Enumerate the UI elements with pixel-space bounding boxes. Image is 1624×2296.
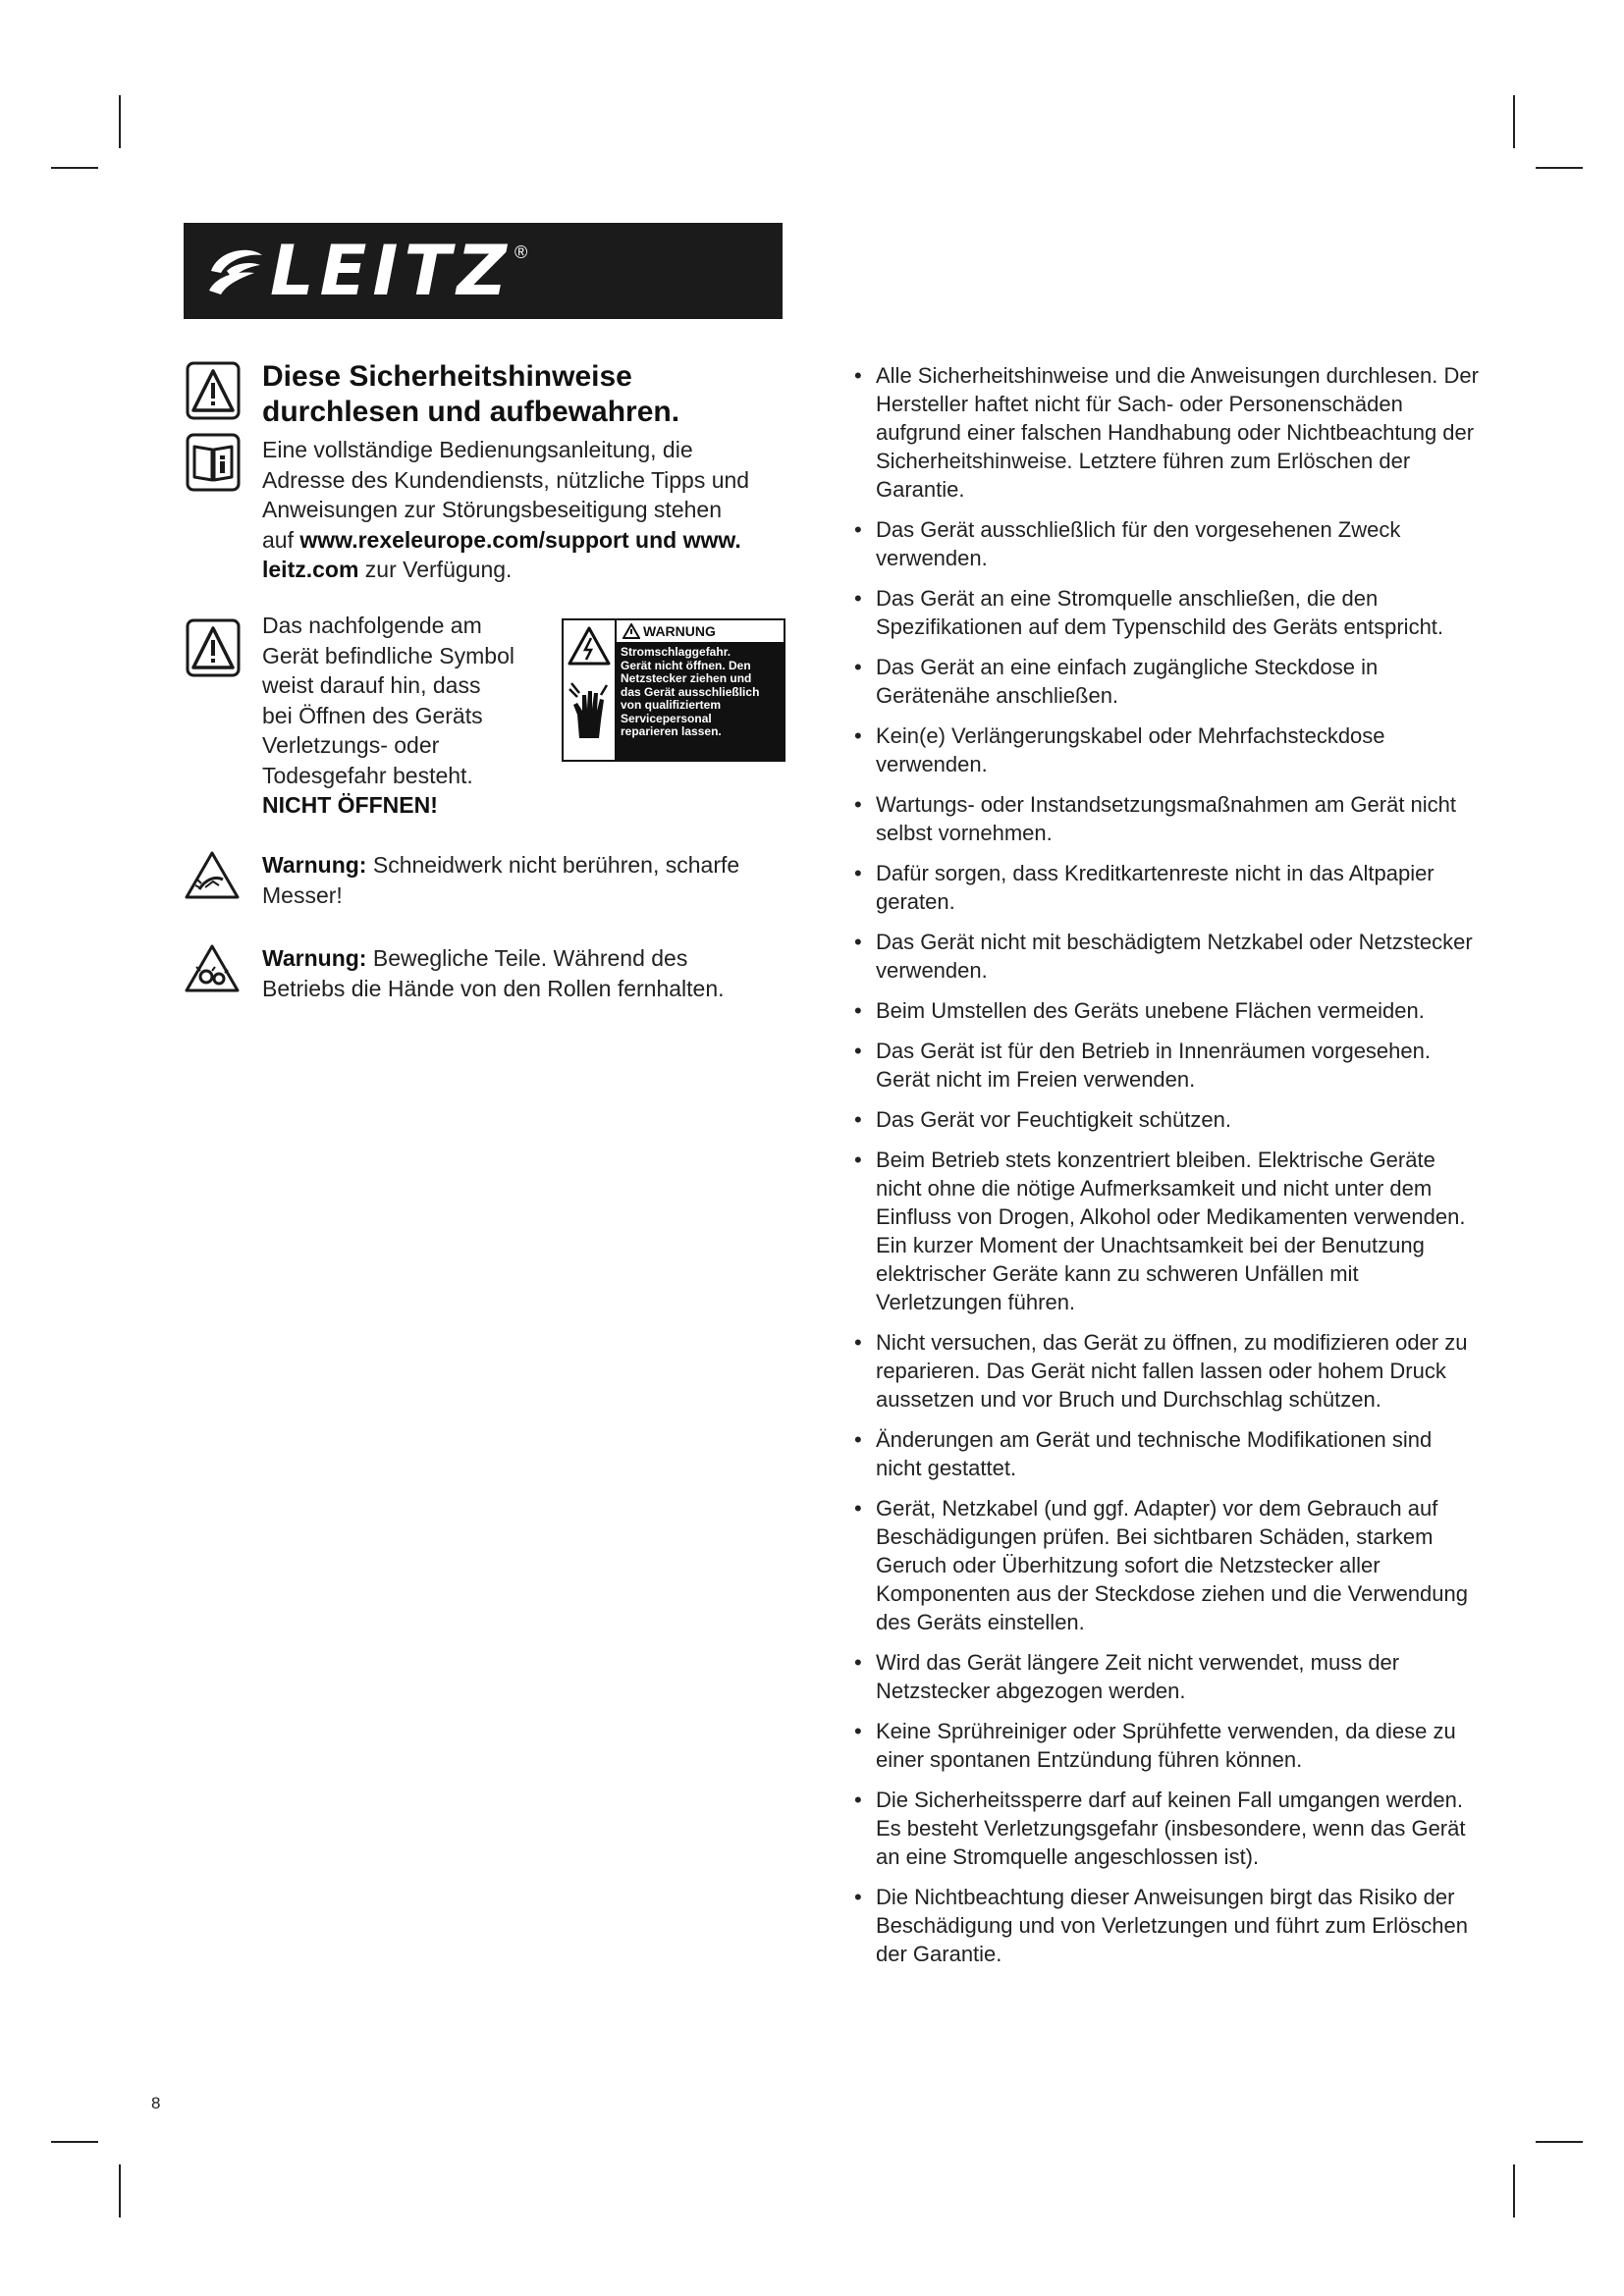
list-item: [854, 1883, 1483, 1968]
crop-mark: [1536, 2141, 1583, 2143]
list-item: [854, 1648, 1483, 1705]
list-item-text: Das Gerät nicht mit beschädigtem Netzkabel oder Netzstecker verwenden.: [876, 930, 1473, 983]
bullet-dot: •: [854, 586, 862, 611]
bullet-dot: •: [854, 930, 862, 954]
brand-name: LEITZ: [270, 231, 513, 311]
bullet-dot: •: [854, 1330, 862, 1355]
warning-rollers: Warnung: Bewegliche Teile. Während des Betriebs die Hände von den Rollen fernhalten.: [262, 945, 725, 1001]
sharp-blade-warning-icon: [184, 850, 241, 901]
warning-label: WARNUNG Stromschlaggefahr. Gerät nicht öffnen. Den Netzstecker ziehen und das Gerät ausschließlich von qualifiziertem Servicepersonal reparieren lassen.: [562, 618, 785, 762]
bullet-dot: •: [854, 998, 862, 1023]
warning-triangle-icon: [186, 618, 241, 677]
leitz-link[interactable]: leitz.com: [262, 557, 359, 582]
list-item-text: Das Gerät an eine Stromquelle anschließen, die den Spezifikationen auf dem Typenschild des Geräts entspricht.: [876, 586, 1444, 639]
list-item: [854, 1105, 1483, 1134]
list-item-text: Kein(e) Verlängerungskabel oder Mehrfachsteckdose verwenden.: [876, 723, 1385, 776]
list-item: [854, 859, 1483, 916]
bullet-dot: •: [854, 655, 862, 679]
symbol-explanation: Das nachfolgende am Gerät befindliche Symbol weist darauf hin, dass bei Öffnen des Geräts Verletzungs- oder Todesgefahr besteht. NICHT ÖFFNEN!: [262, 611, 514, 821]
support-link[interactable]: www.rexeleurope.com/support und www.: [299, 526, 741, 553]
page-number: 8: [151, 2094, 161, 2112]
list-item-text: Alle Sicherheitshinweise und die Anweisungen durchlesen. Der Hersteller haftet nicht für Sach- oder Personenschäden aufgrund einer falschen Handhabung oder Nichtbeachtung der Sicherheitshinweise. Letztere führen zum Erlöschen der Garantie.: [876, 363, 1479, 502]
registered-mark: ®: [514, 242, 528, 262]
crop-mark: [119, 95, 121, 148]
list-item: [854, 1786, 1483, 1871]
list-item-text: Änderungen am Gerät und technische Modifikationen sind nicht gestattet.: [876, 1427, 1433, 1480]
list-item: [854, 1494, 1483, 1636]
bullet-dot: •: [854, 723, 862, 748]
list-item-text: Beim Betrieb stets konzentriert bleiben. Elektrische Geräte nicht ohne die nötige Aufmerksamkeit und nicht unter dem Einfluss von Drogen, Alkohol oder Medikamenten verwenden. Ein kurzer Moment der Unachtsamkeit bei der Benutzung elektrischer Geräte kann zu schweren Unfällen mit Verletzungen führen.: [876, 1148, 1466, 1314]
list-item-text: Wartungs- oder Instandsetzungsmaßnahmen am Gerät nicht selbst vornehmen.: [876, 792, 1457, 845]
list-item-text: Keine Sprühreiniger oder Sprühfette verwenden, da diese zu einer spontanen Entzündung führen können.: [876, 1719, 1456, 1772]
crop-mark: [51, 2141, 98, 2143]
crop-mark: [1513, 2164, 1515, 2217]
list-item: [854, 1328, 1483, 1414]
list-item-text: Beim Umstellen des Geräts unebene Flächen vermeiden.: [876, 998, 1425, 1023]
list-item: [854, 515, 1483, 572]
crop-mark: [51, 167, 98, 169]
bullet-dot: •: [854, 363, 862, 388]
bullet-dot: •: [854, 861, 862, 885]
bullet-dot: •: [854, 517, 862, 542]
bullet-dot: •: [854, 792, 862, 817]
warning-label-text: Stromschlaggefahr. Gerät nicht öffnen. Den Netzstecker ziehen und das Gerät ausschließlich von qualifiziertem Servicepersonal reparieren lassen.: [615, 642, 784, 760]
electric-shock-icon: [566, 624, 613, 667]
list-item: [854, 1717, 1483, 1774]
list-item-text: Das Gerät vor Feuchtigkeit schützen.: [876, 1107, 1231, 1132]
list-item: [854, 928, 1483, 985]
list-item: [854, 1037, 1483, 1094]
warning-small-icon: [623, 623, 640, 639]
bullet-dot: •: [854, 1107, 862, 1132]
safety-bullet-list: [854, 361, 1483, 1980]
list-item: [854, 996, 1483, 1025]
list-item-text: Die Nichtbeachtung dieser Anweisungen birgt das Risiko der Beschädigung und von Verletzungen und führt zum Erlöschen der Garantie.: [876, 1885, 1468, 1966]
intro-paragraph: Eine vollständige Bedienungsanleitung, die Adresse des Kundendiensts, nützliche Tipps und Anweisungen zur Störungsbeseitigung stehen auf www.rexeleurope.com/support und www. leitz.com zur Verfügung.: [262, 437, 750, 582]
hand-shock-icon: [566, 679, 613, 748]
bullet-dot: •: [854, 1039, 862, 1063]
warning-triangle-icon: [186, 361, 241, 420]
manual-book-icon: [186, 433, 241, 492]
list-item: [854, 584, 1483, 641]
brand-logo: [184, 223, 783, 319]
list-item: [854, 721, 1483, 778]
page-title: Diese Sicherheitshinweise durchlesen und aufbewahren.: [262, 360, 680, 428]
bullet-dot: •: [854, 1427, 862, 1452]
list-item-text: Wird das Gerät längere Zeit nicht verwendet, muss der Netzstecker abgezogen werden.: [876, 1650, 1400, 1703]
list-item-text: Das Gerät an eine einfach zugängliche Steckdose in Gerätenähe anschließen.: [876, 655, 1379, 708]
leitz-swoosh-icon: [205, 241, 266, 300]
do-not-open-text: NICHT ÖFFNEN!: [262, 792, 438, 818]
bullet-dot: •: [854, 1885, 862, 1909]
list-item: [854, 1425, 1483, 1482]
moving-rollers-warning-icon: [184, 943, 241, 994]
bullet-dot: •: [854, 1788, 862, 1812]
crop-mark: [119, 2164, 121, 2217]
list-item: [854, 1146, 1483, 1316]
list-item-text: Das Gerät ausschließlich für den vorgesehenen Zweck verwenden.: [876, 517, 1401, 570]
bullet-dot: •: [854, 1650, 862, 1675]
list-item: [854, 361, 1483, 504]
crop-mark: [1536, 167, 1583, 169]
bullet-dot: •: [854, 1148, 862, 1172]
crop-mark: [1513, 95, 1515, 148]
warning-blade: Warnung: Schneidwerk nicht berühren, scharfe Messer!: [262, 852, 740, 908]
bullet-dot: •: [854, 1496, 862, 1521]
list-item-text: Nicht versuchen, das Gerät zu öffnen, zu modifizieren oder zu reparieren. Das Gerät nicht fallen lassen oder hohem Druck aussetzen und vor Bruch und Durchschlag schützen.: [876, 1330, 1468, 1412]
list-item: [854, 790, 1483, 847]
list-item-text: Die Sicherheitssperre darf auf keinen Fall umgangen werden. Es besteht Verletzungsgefahr (insbesondere, wenn das Gerät an eine Stromquelle angeschlossen ist).: [876, 1788, 1466, 1869]
list-item-text: Das Gerät ist für den Betrieb in Innenräumen vorgesehen. Gerät nicht im Freien verwenden.: [876, 1039, 1431, 1092]
list-item-text: Gerät, Netzkabel (und ggf. Adapter) vor dem Gebrauch auf Beschädigungen prüfen. Bei sichtbaren Schäden, starkem Geruch oder Überhitzung sofort die Netzstecker aller Komponenten aus der Steckdose ziehen und die Verwendung des Geräts einstellen.: [876, 1496, 1468, 1634]
list-item-text: Dafür sorgen, dass Kreditkartenreste nicht in das Altpapier geraten.: [876, 861, 1435, 914]
bullet-dot: •: [854, 1719, 862, 1743]
list-item: [854, 653, 1483, 710]
